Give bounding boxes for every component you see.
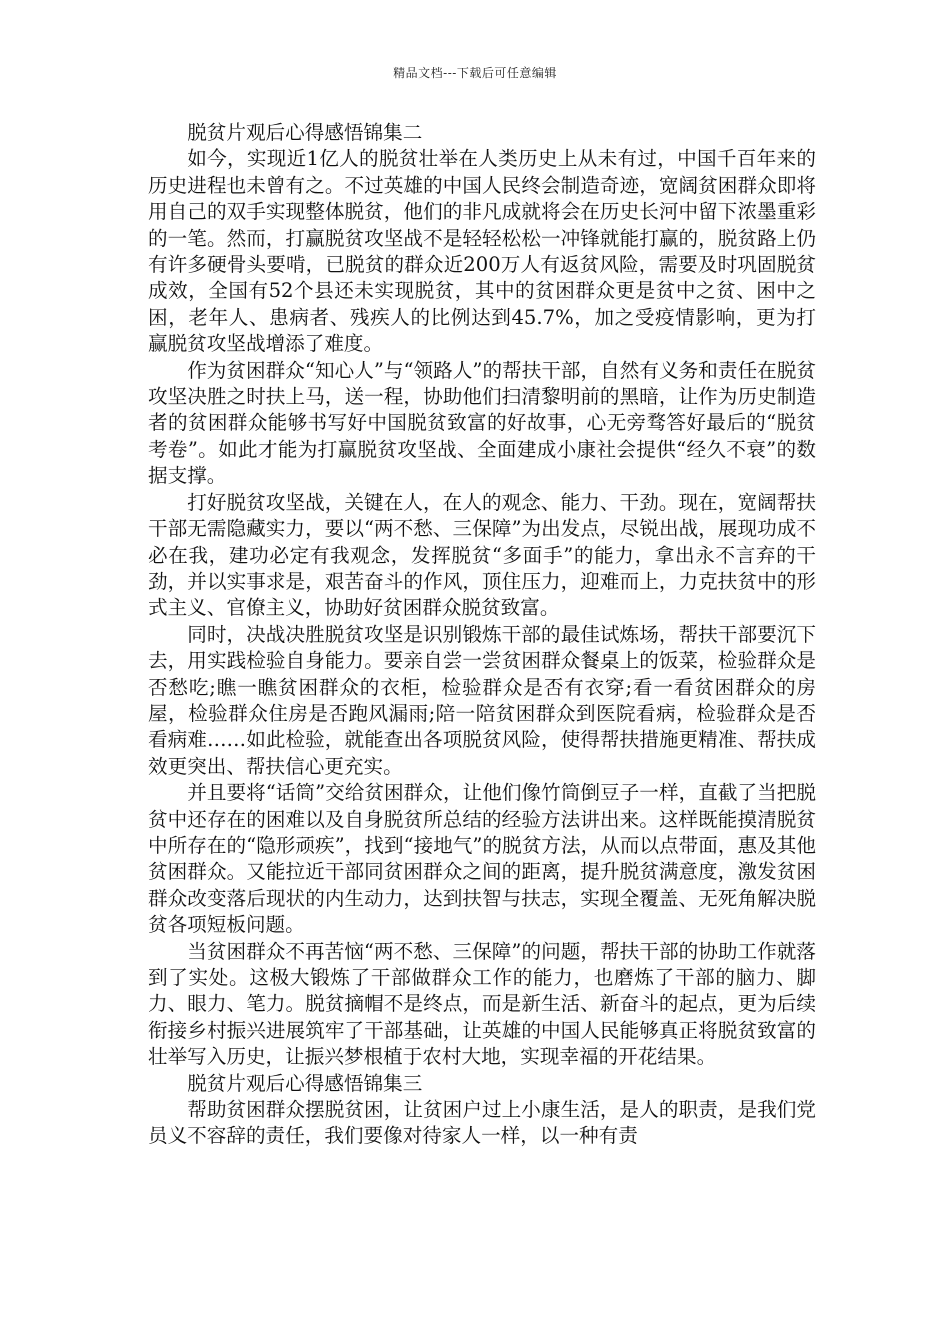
page-header: 精品文档---下载后可任意编辑 [393, 66, 557, 80]
document-body [148, 120, 816, 1150]
paragraph: 当贫困群众不再苦恼“两不愁、三保障”的问题，帮扶干部的协助工作就落到了实处。这极大锻炼了干部做群众工作的能力，也磨炼了干部的脑力、脚力、眼力、笔力。脱贫摘帽不是终点，而是新生活、新奋斗的起点，更为后续衔接乡村振兴进展筑牢了干部基础，让英雄的中国人民能够真正将脱贫致富的壮举写入历史，让振兴梦根植于农村大地，实现幸福的开花结果。 [148, 939, 816, 1069]
paragraph: 如今，实现近1亿人的脱贫壮举在人类历史上从未有过，中国千百年来的历史进程也未曾有之。不过英雄的中国人民终会制造奇迹，宽阔贫困群众即将用自己的双手实现整体脱贫，他们的非凡成就将会在历史长河中留下浓墨重彩的一笔。然而，打赢脱贫攻坚战不是轻轻松松一冲锋就能打赢的，脱贫路上仍有许多硬骨头要啃，已脱贫的群众近200万人有返贫风险，需要及时巩固脱贫成效，全国有52个县还未实现脱贫，其中的贫困群众更是贫中之贫、困中之困，老年人、患病者、残疾人的比例达到45.7%，加之受疫情影响，更为打赢脱贫攻坚战增添了难度。 [148, 147, 816, 356]
section-heading: 脱贫片观后心得感悟锦集二 [187, 121, 423, 144]
section-heading: 脱贫片观后心得感悟锦集三 [187, 1071, 423, 1095]
paragraph: 帮助贫困群众摆脱贫困，让贫困户过上小康生活，是人的职责，是我们党员义不容辞的责任，我们要像对待家人一样，以一种有责 [148, 1098, 816, 1148]
paragraph: 打好脱贫攻坚战，关键在人，在人的观念、能力、干劲。现在，宽阔帮扶干部无需隐藏实力，要以“两不愁、三保障”为出发点，尽锐出战，展现功成不必在我，建功必定有我观念，发挥脱贫“多面手”的能力，拿出永不言弃的干劲，并以实事求是，艰苦奋斗的作风，顶住压力，迎难而上，力克扶贫中的形式主义、官僚主义，协助好贫困群众脱贫致富。 [148, 490, 816, 620]
paragraph: 同时，决战决胜脱贫攻坚是识别锻炼干部的最佳试炼场，帮扶干部要沉下去，用实践检验自身能力。要亲自尝一尝贫困群众餐桌上的饭菜，检验群众是否愁吃;瞧一瞧贫困群众的衣柜，检验群众是否有衣穿;看一看贫困群众的房屋，检验群众住房是否跑风漏雨;陪一陪贫困群众到医院看病，检验群众是否看病难……如此检验，就能查出各项脱贫风险，使得帮扶措施更精准、帮扶成效更突出、帮扶信心更充实。 [148, 622, 816, 778]
paragraph: 并且要将“话筒”交给贫困群众，让他们像竹筒倒豆子一样，直截了当把脱贫中还存在的困难以及自身脱贫所总结的经验方法讲出来。这样既能摸清脱贫中所存在的“隐形顽疾”，找到“接地气”的脱贫方法，从而以点带面，惠及其他贫困群众。又能拉近干部同贫困群众之间的距离，提升脱贫满意度，激发贫困群众改变落后现状的内生动力，达到扶智与扶志，实现全覆盖、无死角解决脱贫各项短板问题。 [148, 781, 816, 937]
paragraph: 作为贫困群众“知心人”与“领路人”的帮扶干部，自然有义务和责任在脱贫攻坚决胜之时扶上马，送一程，协助他们扫清黎明前的黑暗，让作为历史制造者的贫困群众能够书写好中国脱贫致富的好故事，心无旁骛答好最后的“脱贫考卷”。如此才能为打赢脱贫攻坚战、全面建成小康社会提供“经久不衰”的数据支撑。 [148, 358, 816, 488]
